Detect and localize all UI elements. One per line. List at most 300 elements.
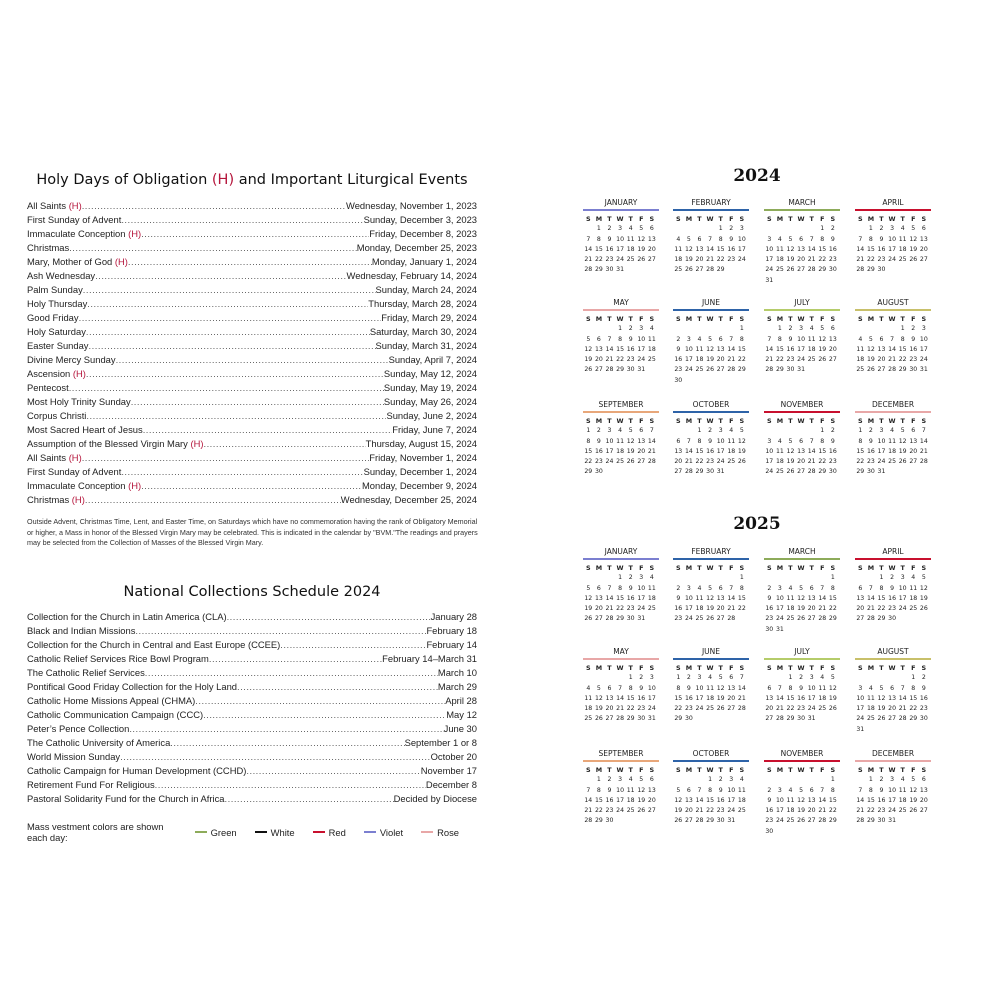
weekday-header: M	[776, 215, 784, 223]
weekday-header: F	[639, 664, 644, 672]
day-cell: 22	[594, 256, 603, 264]
weekday-header: W	[888, 564, 896, 572]
day-cell: 17	[637, 594, 646, 602]
day-cell: 17	[616, 796, 625, 804]
day-cell: 18	[888, 447, 897, 455]
event-name-text: Divine Mercy Sunday	[27, 354, 116, 365]
event-row	[27, 493, 477, 507]
day-cell: 22	[674, 705, 683, 713]
day-cell: 8	[739, 335, 744, 343]
day-cell: 2	[767, 786, 772, 794]
day-cell: 29	[828, 615, 837, 623]
event-name-text: Ash Wednesday	[27, 270, 96, 281]
day-cell: 28	[706, 266, 715, 274]
day-cell: 4	[900, 225, 905, 233]
day-cell: 3	[777, 584, 782, 592]
event-row	[27, 451, 477, 465]
day-cell: 16	[828, 245, 837, 253]
collection-name: Peter’s Pence Collection	[27, 723, 130, 734]
weekday-header: T	[879, 315, 884, 323]
empty-cell	[775, 426, 786, 436]
day-cell: 9	[718, 786, 723, 794]
day-cell: 1	[788, 674, 793, 682]
day-cell: 19	[786, 256, 795, 264]
event-date: Sunday, May 19, 2024	[383, 382, 477, 393]
month-name: JUNE	[701, 647, 721, 656]
day-cell: 5	[911, 225, 916, 233]
weekday-header: T	[697, 417, 702, 425]
day-cell: 17	[605, 447, 614, 455]
day-cell: 4	[788, 786, 793, 794]
empty-cell	[855, 573, 866, 583]
month-name: OCTOBER	[692, 749, 730, 758]
day-cell: 16	[877, 796, 886, 804]
day-cell: 7	[649, 427, 654, 435]
day-cell: 1	[830, 776, 835, 784]
weekday-header: M	[595, 315, 603, 323]
day-cell: 21	[856, 807, 865, 815]
day-cell: 9	[830, 437, 835, 445]
day-cell: 15	[818, 447, 827, 455]
day-cell: 20	[605, 705, 614, 713]
month-grid	[764, 663, 840, 725]
collection-date: February 18	[426, 625, 477, 636]
day-cell: 29	[828, 817, 837, 825]
day-cell: 27	[828, 356, 837, 364]
day-cell: 21	[765, 356, 774, 364]
leader-dots	[128, 255, 372, 269]
leader-dots	[203, 708, 446, 722]
weekday-header: T	[628, 215, 633, 223]
collection-date: March 10	[437, 667, 477, 678]
day-cell: 12	[828, 684, 837, 692]
leader-dots	[195, 694, 445, 708]
day-cell: 25	[674, 266, 683, 274]
day-cell: 1	[820, 427, 825, 435]
day-cell: 25	[647, 356, 656, 364]
day-cell: 10	[605, 437, 614, 445]
day-cell: 1	[911, 674, 916, 682]
collection-name: Catholic Home Missions Appeal (CHMA)	[27, 695, 196, 706]
day-cell: 16	[727, 245, 736, 253]
day-cell: 9	[596, 437, 601, 445]
event-row	[27, 325, 477, 339]
day-cell: 14	[888, 345, 897, 353]
weekday-header: S	[857, 315, 863, 323]
day-cell: 15	[909, 694, 918, 702]
day-cell: 17	[765, 256, 774, 264]
day-cell: 20	[909, 447, 918, 455]
leader-dots	[82, 451, 370, 465]
day-cell: 24	[616, 807, 625, 815]
month-name: JANUARY	[604, 547, 638, 556]
year-2024-heading: 2024	[733, 166, 781, 186]
day-cell: 4	[649, 574, 654, 582]
day-cell: 26	[626, 458, 635, 466]
empty-cell	[785, 224, 796, 234]
day-cell: 6	[607, 684, 612, 692]
weekday-header: F	[911, 664, 916, 672]
weekday-header: S	[921, 766, 927, 774]
day-cell: 12	[706, 345, 715, 353]
day-cell: 14	[737, 684, 746, 692]
day-cell: 18	[737, 796, 746, 804]
day-cell: 9	[830, 235, 835, 243]
weekday-header: T	[809, 564, 814, 572]
weekday-header: W	[706, 564, 714, 572]
day-cell: 22	[584, 458, 593, 466]
day-cell: 30	[786, 366, 795, 374]
leader-dots	[143, 423, 393, 437]
weekday-header: S	[921, 564, 927, 572]
collection-row	[27, 694, 477, 708]
weekday-header: S	[585, 766, 591, 774]
day-cell: 19	[637, 245, 646, 253]
day-cell: 21	[807, 256, 816, 264]
day-cell: 22	[626, 705, 635, 713]
day-cell: 2	[890, 574, 895, 582]
day-cell: 27	[637, 458, 646, 466]
empty-cell	[866, 324, 877, 334]
weekday-header: M	[776, 417, 784, 425]
empty-cell	[775, 224, 786, 234]
weekday-header: S	[649, 215, 655, 223]
day-cell: 3	[686, 584, 691, 592]
day-cell: 15	[626, 694, 635, 702]
month-grid	[673, 765, 749, 827]
month-grid	[673, 214, 749, 276]
day-cell: 16	[919, 694, 928, 702]
day-cell: 18	[647, 345, 656, 353]
day-cell: 9	[607, 235, 612, 243]
event-name-text: Holy Saturday	[27, 326, 86, 337]
day-cell: 21	[684, 458, 693, 466]
leader-dots	[170, 736, 404, 750]
empty-cell	[775, 573, 786, 583]
weekday-header: S	[766, 417, 772, 425]
day-cell: 6	[596, 335, 601, 343]
day-cell: 26	[706, 366, 715, 374]
day-cell: 10	[898, 584, 907, 592]
day-cell: 2	[686, 674, 691, 682]
day-cell: 30	[605, 817, 614, 825]
weekday-header: F	[729, 417, 734, 425]
month-february-2024	[673, 198, 749, 276]
day-cell: 20	[807, 605, 816, 613]
day-cell: 21	[856, 256, 865, 264]
weekday-header: T	[879, 564, 884, 572]
event-name	[27, 283, 83, 297]
empty-cell	[705, 224, 716, 234]
event-row	[27, 297, 477, 311]
day-cell: 13	[828, 335, 837, 343]
empty-cell	[876, 673, 887, 683]
day-cell: 25	[706, 705, 715, 713]
empty-cell	[684, 573, 695, 583]
day-cell: 7	[586, 235, 591, 243]
day-cell: 10	[737, 235, 746, 243]
weekday-header: S	[857, 564, 863, 572]
day-cell: 3	[809, 674, 814, 682]
day-cell: 23	[877, 256, 886, 264]
day-cell: 31	[856, 725, 865, 733]
collection-date: December 8	[425, 779, 477, 790]
day-cell: 30	[716, 817, 725, 825]
day-cell: 16	[797, 694, 806, 702]
weekday-header: T	[788, 564, 793, 572]
day-cell: 3	[697, 674, 702, 682]
empty-cell	[796, 775, 807, 785]
day-cell: 27	[909, 458, 918, 466]
collection-row	[27, 722, 477, 736]
month-april-2024	[855, 198, 931, 276]
day-cell: 11	[647, 335, 656, 343]
day-cell: 16	[605, 796, 614, 804]
day-cell: 18	[695, 356, 704, 364]
month-may-2025	[583, 647, 659, 725]
event-date: Friday, March 29, 2024	[381, 312, 477, 323]
empty-cell	[604, 573, 615, 583]
event-name-text: Immaculate Conception	[27, 480, 129, 491]
day-cell: 4	[586, 684, 591, 692]
day-cell: 4	[890, 427, 895, 435]
legend-item-rose	[421, 827, 459, 838]
day-cell: 15	[616, 345, 625, 353]
weekday-header: W	[616, 315, 624, 323]
day-cell: 7	[697, 786, 702, 794]
leader-dots	[82, 199, 346, 213]
empty-cell	[817, 573, 828, 583]
weekday-header: T	[788, 417, 793, 425]
weekday-header: W	[616, 417, 624, 425]
day-cell: 26	[637, 256, 646, 264]
leader-dots	[79, 311, 382, 325]
day-cell: 5	[718, 674, 723, 682]
day-cell: 17	[616, 245, 625, 253]
day-cell: 29	[786, 715, 795, 723]
event-name-text: First Sunday of Advent	[27, 214, 122, 225]
month-color-bar	[583, 658, 659, 660]
day-cell: 25	[856, 366, 865, 374]
day-cell: 27	[674, 468, 683, 476]
day-cell: 9	[628, 584, 633, 592]
day-cell: 24	[616, 256, 625, 264]
day-cell: 9	[868, 437, 873, 445]
event-row	[27, 255, 477, 269]
day-cell: 13	[594, 345, 603, 353]
day-cell: 13	[594, 594, 603, 602]
weekday-header: F	[729, 315, 734, 323]
weekday-header: F	[639, 215, 644, 223]
day-cell: 31	[807, 715, 816, 723]
day-cell: 8	[586, 437, 591, 445]
weekday-header: W	[706, 315, 714, 323]
day-cell: 3	[858, 684, 863, 692]
day-cell: 24	[605, 458, 614, 466]
empty-cell	[594, 573, 605, 583]
day-cell: 16	[605, 245, 614, 253]
day-cell: 1	[708, 776, 713, 784]
weekday-header: F	[639, 766, 644, 774]
day-cell: 16	[909, 345, 918, 353]
day-cell: 13	[856, 594, 865, 602]
day-cell: 12	[877, 694, 886, 702]
weekday-header: M	[867, 315, 875, 323]
day-cell: 18	[786, 807, 795, 815]
day-cell: 18	[674, 256, 683, 264]
weekday-header: T	[809, 664, 814, 672]
day-cell: 13	[684, 796, 693, 804]
day-cell: 15	[856, 447, 865, 455]
weekday-header: F	[639, 564, 644, 572]
day-cell: 22	[616, 356, 625, 364]
day-cell: 19	[706, 605, 715, 613]
month-grid	[764, 214, 840, 286]
collection-date: Decided by Diocese	[393, 793, 477, 804]
day-cell: 6	[911, 427, 916, 435]
day-cell: 23	[674, 615, 683, 623]
day-cell: 23	[727, 256, 736, 264]
weekday-header: F	[729, 564, 734, 572]
day-cell: 2	[607, 776, 612, 784]
day-cell: 26	[786, 468, 795, 476]
collection-name: World Mission Sunday	[27, 751, 121, 762]
day-cell: 19	[786, 458, 795, 466]
day-cell: 6	[596, 584, 601, 592]
day-cell: 10	[877, 437, 886, 445]
day-cell: 23	[706, 458, 715, 466]
weekday-header: T	[879, 417, 884, 425]
month-color-bar	[764, 309, 840, 311]
day-cell: 20	[877, 356, 886, 364]
month-name: OCTOBER	[692, 400, 730, 409]
month-name: JULY	[794, 647, 810, 656]
day-cell: 29	[626, 715, 635, 723]
day-cell: 2	[676, 335, 681, 343]
event-name-text: Mary, Mother of God	[27, 256, 115, 267]
obligation-mark: (H)	[128, 480, 142, 491]
day-cell: 9	[708, 437, 713, 445]
day-cell: 12	[684, 245, 693, 253]
day-cell: 25	[616, 458, 625, 466]
month-color-bar	[764, 209, 840, 211]
day-cell: 29	[695, 468, 704, 476]
weekday-header: M	[776, 664, 784, 672]
day-cell: 18	[866, 705, 875, 713]
day-cell: 14	[856, 245, 865, 253]
empty-cell	[705, 573, 716, 583]
event-row	[27, 269, 477, 283]
day-cell: 15	[584, 447, 593, 455]
day-cell: 25	[818, 705, 827, 713]
day-cell: 30	[626, 366, 635, 374]
day-cell: 18	[775, 256, 784, 264]
weekday-header: T	[697, 766, 702, 774]
day-cell: 12	[706, 594, 715, 602]
day-cell: 26	[818, 356, 827, 364]
day-cell: 20	[647, 245, 656, 253]
day-cell: 5	[596, 684, 601, 692]
leader-dots	[89, 339, 376, 353]
day-cell: 21	[727, 605, 736, 613]
collection-row	[27, 638, 477, 652]
month-grid	[583, 663, 659, 725]
day-cell: 28	[775, 715, 784, 723]
event-date: Sunday, December 1, 2024	[363, 466, 477, 477]
legend-swatch	[313, 831, 325, 833]
day-cell: 20	[716, 605, 725, 613]
weekday-header: F	[820, 315, 825, 323]
day-cell: 17	[684, 356, 693, 364]
collection-row	[27, 708, 477, 722]
weekday-header: S	[585, 664, 591, 672]
day-cell: 6	[639, 427, 644, 435]
day-cell: 11	[856, 345, 865, 353]
day-cell: 8	[697, 437, 702, 445]
day-cell: 29	[818, 468, 827, 476]
empty-cell	[673, 426, 684, 436]
day-cell: 4	[697, 584, 702, 592]
weekday-header: S	[830, 664, 836, 672]
day-cell: 26	[909, 256, 918, 264]
weekday-header: S	[739, 766, 745, 774]
day-cell: 9	[607, 786, 612, 794]
empty-cell	[684, 775, 695, 785]
day-cell: 28	[898, 715, 907, 723]
weekday-header: W	[616, 215, 624, 223]
day-cell: 21	[898, 705, 907, 713]
weekday-header: S	[739, 215, 745, 223]
weekday-header: F	[911, 315, 916, 323]
day-cell: 8	[830, 584, 835, 592]
day-cell: 30	[909, 366, 918, 374]
day-cell: 29	[594, 266, 603, 274]
event-name	[27, 269, 95, 283]
day-cell: 24	[737, 256, 746, 264]
event-name	[27, 395, 131, 409]
day-cell: 5	[830, 674, 835, 682]
day-cell: 4	[628, 776, 633, 784]
day-cell: 15	[898, 345, 907, 353]
empty-cell	[785, 426, 796, 436]
day-cell: 14	[856, 796, 865, 804]
day-cell: 23	[674, 366, 683, 374]
weekday-header: W	[888, 417, 896, 425]
day-cell: 27	[716, 366, 725, 374]
day-cell: 21	[695, 807, 704, 815]
event-name-text: Ascension	[27, 368, 73, 379]
weekday-header: S	[649, 417, 655, 425]
day-cell: 21	[605, 356, 614, 364]
month-name: DECEMBER	[871, 749, 915, 758]
day-cell: 31	[616, 266, 625, 274]
leader-dots	[246, 764, 420, 778]
empty-cell	[604, 673, 615, 683]
leader-dots	[116, 353, 389, 367]
month-grid	[583, 563, 659, 625]
weekday-header: T	[628, 315, 633, 323]
day-cell: 27	[684, 817, 693, 825]
day-cell: 4	[809, 325, 814, 333]
day-cell: 22	[716, 256, 725, 264]
day-cell: 20	[856, 605, 865, 613]
obligation-mark: (H)	[71, 494, 85, 505]
day-cell: 3	[890, 776, 895, 784]
day-cell: 25	[909, 605, 918, 613]
day-cell: 16	[828, 447, 837, 455]
day-cell: 1	[777, 325, 782, 333]
empty-cell	[604, 324, 615, 334]
